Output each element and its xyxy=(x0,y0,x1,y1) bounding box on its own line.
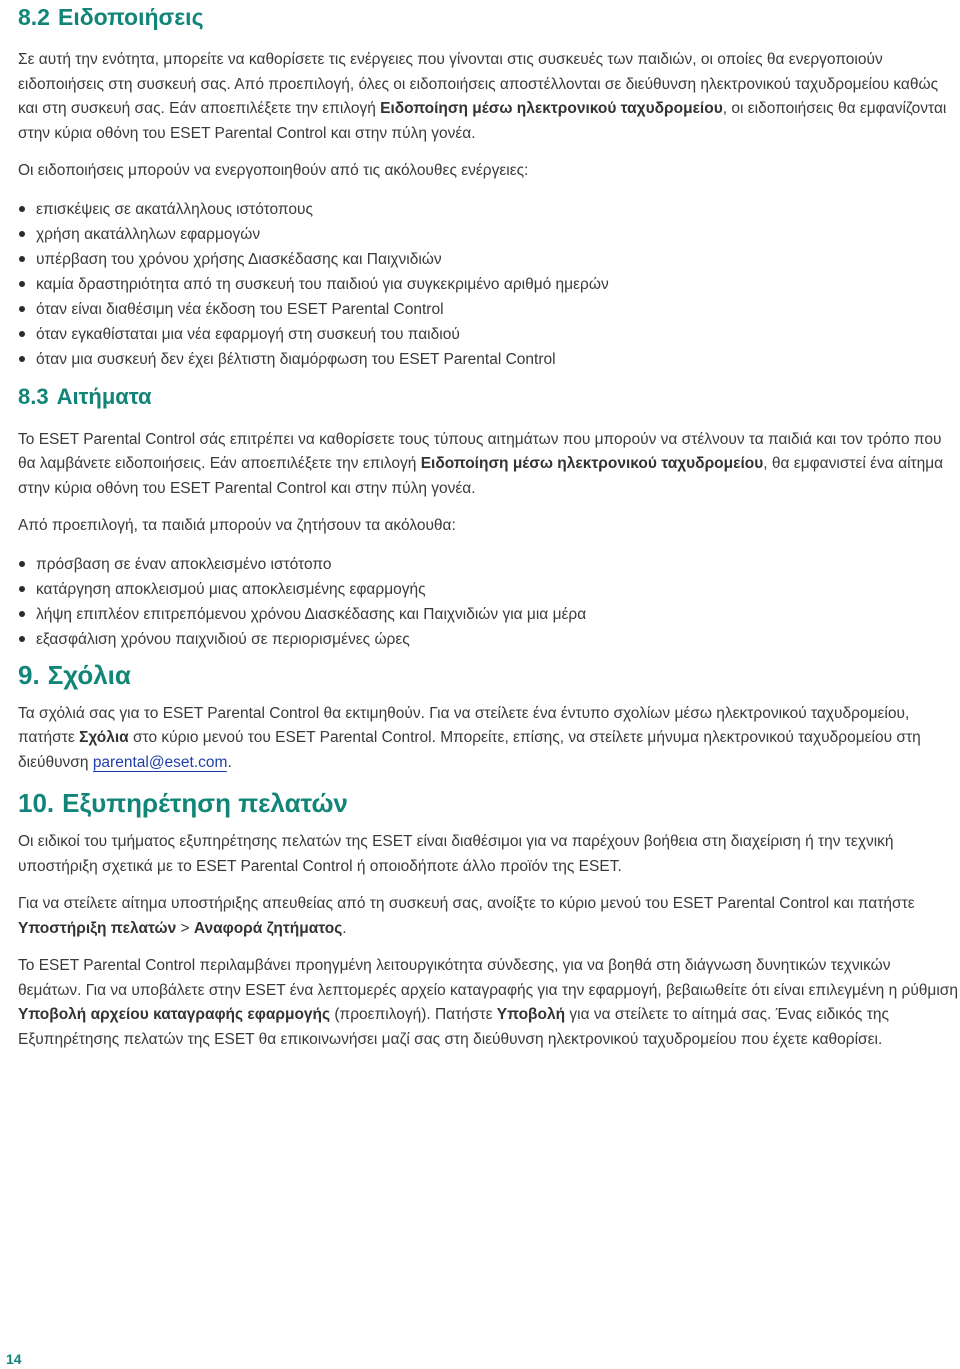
list-item: όταν εγκαθίσταται μια νέα εφαρμογή στη συσκευή του παιδιού xyxy=(18,322,958,347)
bullet-icon xyxy=(19,611,25,617)
list-item: υπέρβαση του χρόνου χρήσης Διασκέδασης και Παιχνιδιών xyxy=(18,247,958,272)
feedback-paragraph: Τα σχόλιά σας για το ESET Parental Control θα εκτιμηθούν. Για να στείλετε ένα έντυπο σχολίων μέσω ηλεκτρονικού ταχυδρομείου, πατήστε Σχόλια στο κύριο μενού του ESET Parental Control. Μπορείτε, επίσης, να στείλετε μήνυμα ηλεκτρονικού ταχυδρομείου στη διεύθυνση parental@eset.com. xyxy=(18,704,921,771)
section-number: 8.3 xyxy=(18,383,49,409)
list-item: χρήση ακατάλληλων εφαρμογών xyxy=(18,222,958,247)
bullet-icon xyxy=(19,206,25,212)
list-item: λήψη επιπλέον επιτρεπόμενου χρόνου Διασκέδασης και Παιχνιδιών για μια μέρα xyxy=(18,602,958,627)
support-logging-paragraph: Το ESET Parental Control περιλαμβάνει προηγμένη λειτουργικότητα σύνδεσης, για να βοηθά στη διάγνωση δυνητικών τεχνικών θεμάτων. Για να υποβάλετε στην ESET ένα λεπτομερές αρχείο καταγραφής για την εφαρμογή, βεβαιωθείτε ότι είναι επιλεγμένη η ρύθμιση Υποβολή αρχείου καταγραφής εφαρμογής (προεπιλογή). Πατήστε Υποβολή για να στείλετε το αίτημά σας. Ένας ειδικός της Εξυπηρέτησης πελατών της ESET θα επικοινωνήσει μαζί σας στη διεύθυνση ηλεκτρονικού ταχυδρομείου που έχετε καθορίσει. xyxy=(18,957,958,1048)
bullet-icon xyxy=(19,636,25,642)
section-9-heading xyxy=(18,660,958,690)
section-title: Εξυπηρέτηση πελατών xyxy=(62,788,348,818)
support-request-paragraph: Για να στείλετε αίτημα υποστήριξης απευθείας από τη συσκευή σας, ανοίξτε το κύριο μενού του ESET Parental Control και πατήστε Υποστήριξη πελατών > Αναφορά ζητήματος. xyxy=(18,895,915,937)
customer-support-menu-item: Υποστήριξη πελατών xyxy=(18,919,177,937)
list-item: όταν μια συσκευή δεν έχει βέλτιστη διαμόρφωση του ESET Parental Control xyxy=(18,347,958,372)
email-notification-option: Ειδοποίηση μέσω ηλεκτρονικού ταχυδρομείου xyxy=(380,100,723,117)
email-link[interactable]: parental@eset.com xyxy=(92,753,228,771)
support-intro-paragraph: Οι ειδικοί του τμήματος εξυπηρέτησης πελατών της ESET είναι διαθέσιμοι για να παρέχουν βοήθεια στη διαχείριση ή την τεχνική υποστήριξη σχετικά με το ESET Parental Control ή οποιοδήποτε άλλο προϊόν της ESET. xyxy=(18,833,894,875)
page-content xyxy=(18,2,958,1065)
report-issue-menu-item: Αναφορά ζητήματος xyxy=(193,919,343,937)
feedback-menu-item: Σχόλια xyxy=(79,729,129,746)
submit-log-setting: Υποβολή αρχείου καταγραφής εφαρμογής xyxy=(18,1006,331,1023)
list-item: όταν είναι διαθέσιμη νέα έκδοση του ESET Parental Control xyxy=(18,297,958,322)
section-number: 8.2 xyxy=(18,4,50,30)
bullet-icon xyxy=(19,331,25,337)
notifications-triggers-paragraph: Οι ειδοποιήσεις μπορούν να ενεργοποιηθούν από τις ακόλουθες ενέργειες: xyxy=(18,162,529,179)
bullet-icon xyxy=(19,306,25,312)
bullet-icon xyxy=(19,356,25,362)
bullet-icon xyxy=(19,586,25,592)
section-number: 10. xyxy=(18,788,55,818)
bullet-icon xyxy=(19,561,25,567)
list-item: επισκέψεις σε ακατάλληλους ιστότοπους xyxy=(18,197,958,222)
requests-intro-paragraph: Το ESET Parental Control σάς επιτρέπει να καθορίσετε τους τύπους αιτημάτων που μπορούν να στέλνουν τα παιδιά και τον τρόπο που θα λαμβάνετε ειδοποιήσεις. Εάν αποεπιλέξετε την επιλογή Ειδοποίηση μέσω ηλεκτρονικού ταχυδρομείου, θα εμφανιστεί ένα αίτημα στην κύρια οθόνη του ESET Parental Control και στην πύλη γονέα. xyxy=(18,430,944,497)
section-10-heading xyxy=(18,788,958,818)
requests-default-paragraph: Από προεπιλογή, τα παιδιά μπορούν να ζητήσουν τα ακόλουθα: xyxy=(18,517,456,534)
list-item: πρόσβαση σε έναν αποκλεισμένο ιστότοπο xyxy=(18,552,958,577)
request-types-list xyxy=(18,552,958,652)
list-item: κατάργηση αποκλεισμού μιας αποκλεισμένης εφαρμογής xyxy=(18,577,958,602)
section-8-2-heading xyxy=(18,2,958,32)
bullet-icon xyxy=(19,281,25,287)
bullet-icon xyxy=(19,256,25,262)
page-number: 14 xyxy=(6,1351,22,1367)
bullet-icon xyxy=(19,231,25,237)
section-title: Αιτήματα xyxy=(56,383,152,409)
list-item: καμία δραστηριότητα από τη συσκευή του παιδιού για συγκεκριμένο αριθμό ημερών xyxy=(18,272,958,297)
notification-triggers-list xyxy=(18,197,958,372)
section-8-3-heading xyxy=(18,382,958,412)
email-notification-option: Ειδοποίηση μέσω ηλεκτρονικού ταχυδρομείου xyxy=(420,455,764,472)
section-number: 9. xyxy=(18,659,40,690)
section-title: Σχόλια xyxy=(47,659,131,690)
submit-button-label: Υποβολή xyxy=(496,1006,566,1023)
notifications-intro-paragraph: Σε αυτή την ενότητα, μπορείτε να καθορίσετε τις ενέργειες που γίνονται στις συσκευές των παιδιών, οι οποίες θα ενεργοποιούν ειδοποιήσεις στη συσκευή σας. Από προεπιλογή, όλες οι ειδοποιήσεις αποστέλλονται σε διεύθυνση ηλεκτρονικού ταχυδρομείου καθώς και στη συσκευή σας. Εάν αποεπιλέξετε την επιλογή Ειδοποίηση μέσω ηλεκτρονικού ταχυδρομείου, οι ειδοποιήσεις θα εμφανίζονται στην κύρια οθόνη του ESET Parental Control και στην πύλη γονέα. xyxy=(18,51,947,142)
section-title: Ειδοποιήσεις xyxy=(57,4,204,30)
list-item: εξασφάλιση χρόνου παιχνιδιού σε περιορισμένες ώρες xyxy=(18,627,958,652)
